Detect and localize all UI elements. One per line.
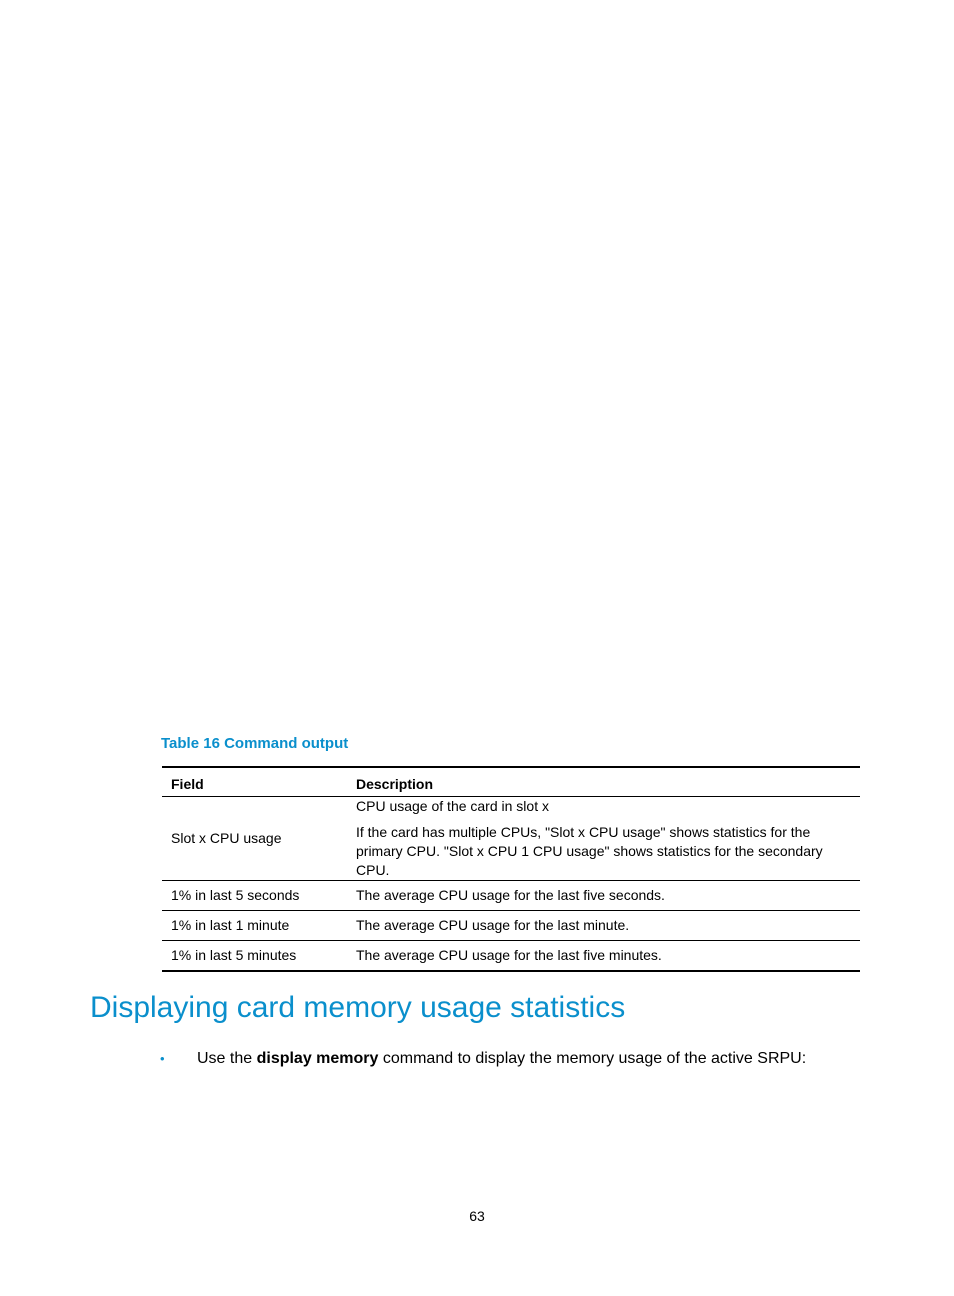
section-heading: Displaying card memory usage statistics bbox=[90, 991, 626, 1024]
description-cell bbox=[347, 797, 860, 881]
table-header-row bbox=[162, 767, 860, 797]
column-header-description: Description bbox=[347, 767, 860, 797]
command-name: display memory bbox=[256, 1050, 379, 1067]
column-header-field: Field bbox=[162, 767, 347, 797]
table-row bbox=[162, 911, 860, 941]
description-line: If the card has multiple CPUs, "Slot x CPU usage" shows statistics for the primary CPU. "Slot x CPU 1 CPU usage" shows statistics for the secondary CPU. bbox=[356, 824, 823, 878]
description-cell: The average CPU usage for the last five seconds. bbox=[347, 881, 860, 911]
bullet-text bbox=[197, 1048, 806, 1070]
field-cell: 1% in last 5 seconds bbox=[162, 881, 347, 911]
bullet-suffix: command to display the memory usage of the active SRPU: bbox=[378, 1050, 807, 1067]
field-cell: Slot x CPU usage bbox=[162, 797, 347, 881]
table-row bbox=[162, 881, 860, 911]
description-cell: The average CPU usage for the last five minutes. bbox=[347, 941, 860, 972]
bullet-prefix: Use the bbox=[197, 1050, 257, 1067]
table-row bbox=[162, 941, 860, 972]
description-line: CPU usage of the card in slot x bbox=[356, 798, 549, 814]
table-row bbox=[162, 797, 860, 881]
description-cell: The average CPU usage for the last minute. bbox=[347, 911, 860, 941]
table-caption: Table 16 Command output bbox=[161, 735, 349, 752]
command-output-table bbox=[162, 766, 860, 972]
field-cell: 1% in last 1 minute bbox=[162, 911, 347, 941]
field-cell: 1% in last 5 minutes bbox=[162, 941, 347, 972]
page-number: 63 bbox=[469, 1208, 485, 1224]
bullet-icon: • bbox=[160, 1051, 165, 1066]
